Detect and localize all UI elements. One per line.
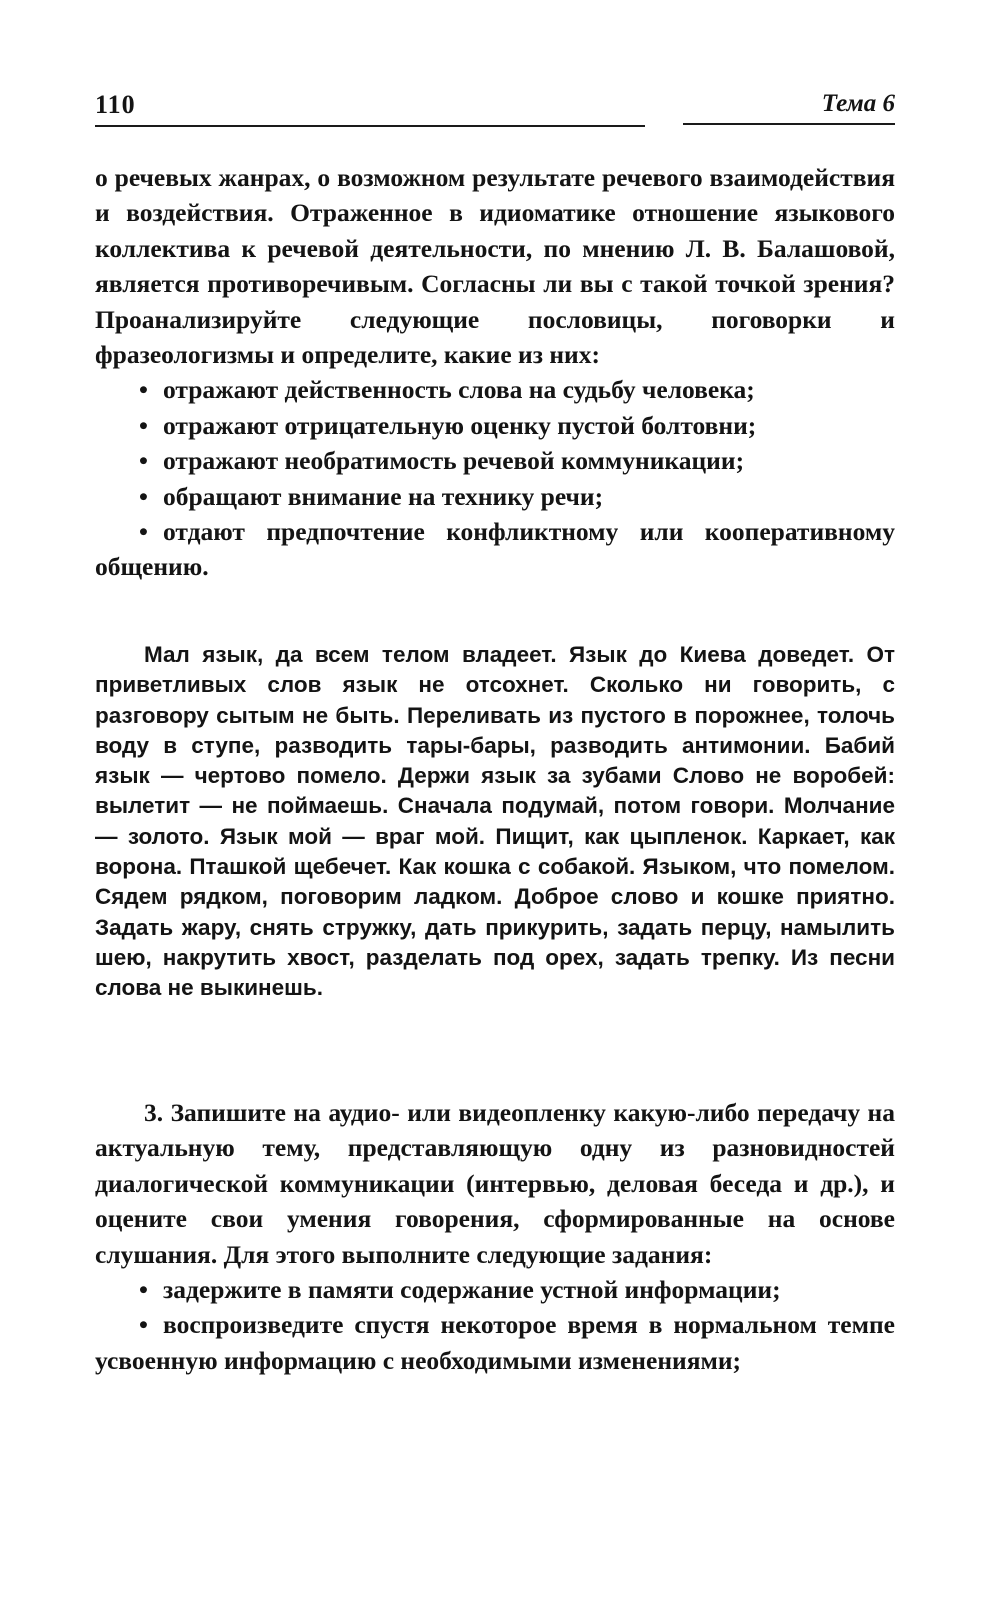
- running-title: Тема 6: [821, 90, 895, 117]
- list-item: [95, 514, 895, 585]
- list-item: [95, 1272, 895, 1307]
- bullet-icon: •: [139, 1275, 148, 1305]
- list-item-text: отражают отрицательную оценку пустой болтовни;: [163, 410, 757, 440]
- list-item: [95, 408, 895, 443]
- bullet-icon: •: [139, 410, 148, 440]
- bullet-icon: •: [139, 1310, 148, 1340]
- task-paragraph: 3. Запишите на аудио- или видеопленку какую-либо передачу на актуальную тему, представляющую одну из разновидностей диалогической коммуникации (интервью, деловая беседа и др.), и оцените свои умения говорения, сформированные на основе слушания. Для этого выполните следующие задания:: [95, 1098, 895, 1269]
- bullet-icon: •: [139, 481, 148, 511]
- list-item-text: задержите в памяти содержание устной информации;: [163, 1275, 781, 1305]
- list-item-text: воспроизведите спустя некоторое время в нормальном темпе усвоенную информацию с необходимыми изменениями;: [95, 1310, 895, 1375]
- list-item: [95, 1307, 895, 1378]
- intro-paragraph: о речевых жанрах, о возможном результате речевого взаимодействия и воздействия. Отраженное в идиоматике отношение языкового коллектива к речевой деятельности, по мнению Л. В. Балашовой, является противоречивым. Согласны ли вы с такой точкой зрения? Проанализируйте следующие пословицы, поговорки и фразеологизмы и определите, какие из них:: [95, 163, 895, 370]
- list-item: [95, 443, 895, 478]
- proverbs-block: Мал язык, да всем телом владеет. Язык до Киева доведет. От приветливых слов язык не отсохнет. Сколько ни говорить, с разговору сытым не быть. Переливать из пустого в порожнее, толочь воду в ступе, разводить тары-бары, разводить антимонии. Бабий язык — чертово помело. Держи язык за зубами Слово не воробей: вылетит — не поймаешь. Сначала подумай, потом говори. Молчание — золото. Язык мой — враг мой. Пищит, как цыпленок. Каркает, как ворона. Пташкой щебечет. Как кошка с собакой. Языком, что помелом. Сядем рядком, поговорим ладком. Доброе слово и кошке приятно. Задать жару, снять стружку, дать прикурить, задать перцу, намылить шею, накрутить хвост, разделать под орех, задать трепку. Из песни слова не выкинешь.: [95, 642, 895, 1001]
- page-number: 110: [95, 90, 136, 119]
- bullet-icon: •: [139, 446, 148, 476]
- task-bullet-list: [95, 1272, 895, 1378]
- list-item-text: отражают действенность слова на судьбу человека;: [163, 375, 755, 405]
- list-item-text: отдают предпочтение конфликтному или кооперативному общению.: [95, 517, 895, 582]
- bullet-icon: •: [139, 375, 148, 405]
- list-item-text: обращают внимание на технику речи;: [163, 481, 604, 511]
- task-section: [95, 1095, 895, 1378]
- header-rule-right: [683, 123, 895, 125]
- list-item-text: отражают необратимость речевой коммуникации;: [163, 446, 745, 476]
- list-item: [95, 479, 895, 514]
- intro-section: [95, 160, 895, 585]
- intro-bullet-list: [95, 372, 895, 584]
- running-header: [95, 90, 895, 130]
- bullet-icon: •: [139, 517, 148, 547]
- header-rule-left: [95, 125, 645, 127]
- list-item: [95, 372, 895, 407]
